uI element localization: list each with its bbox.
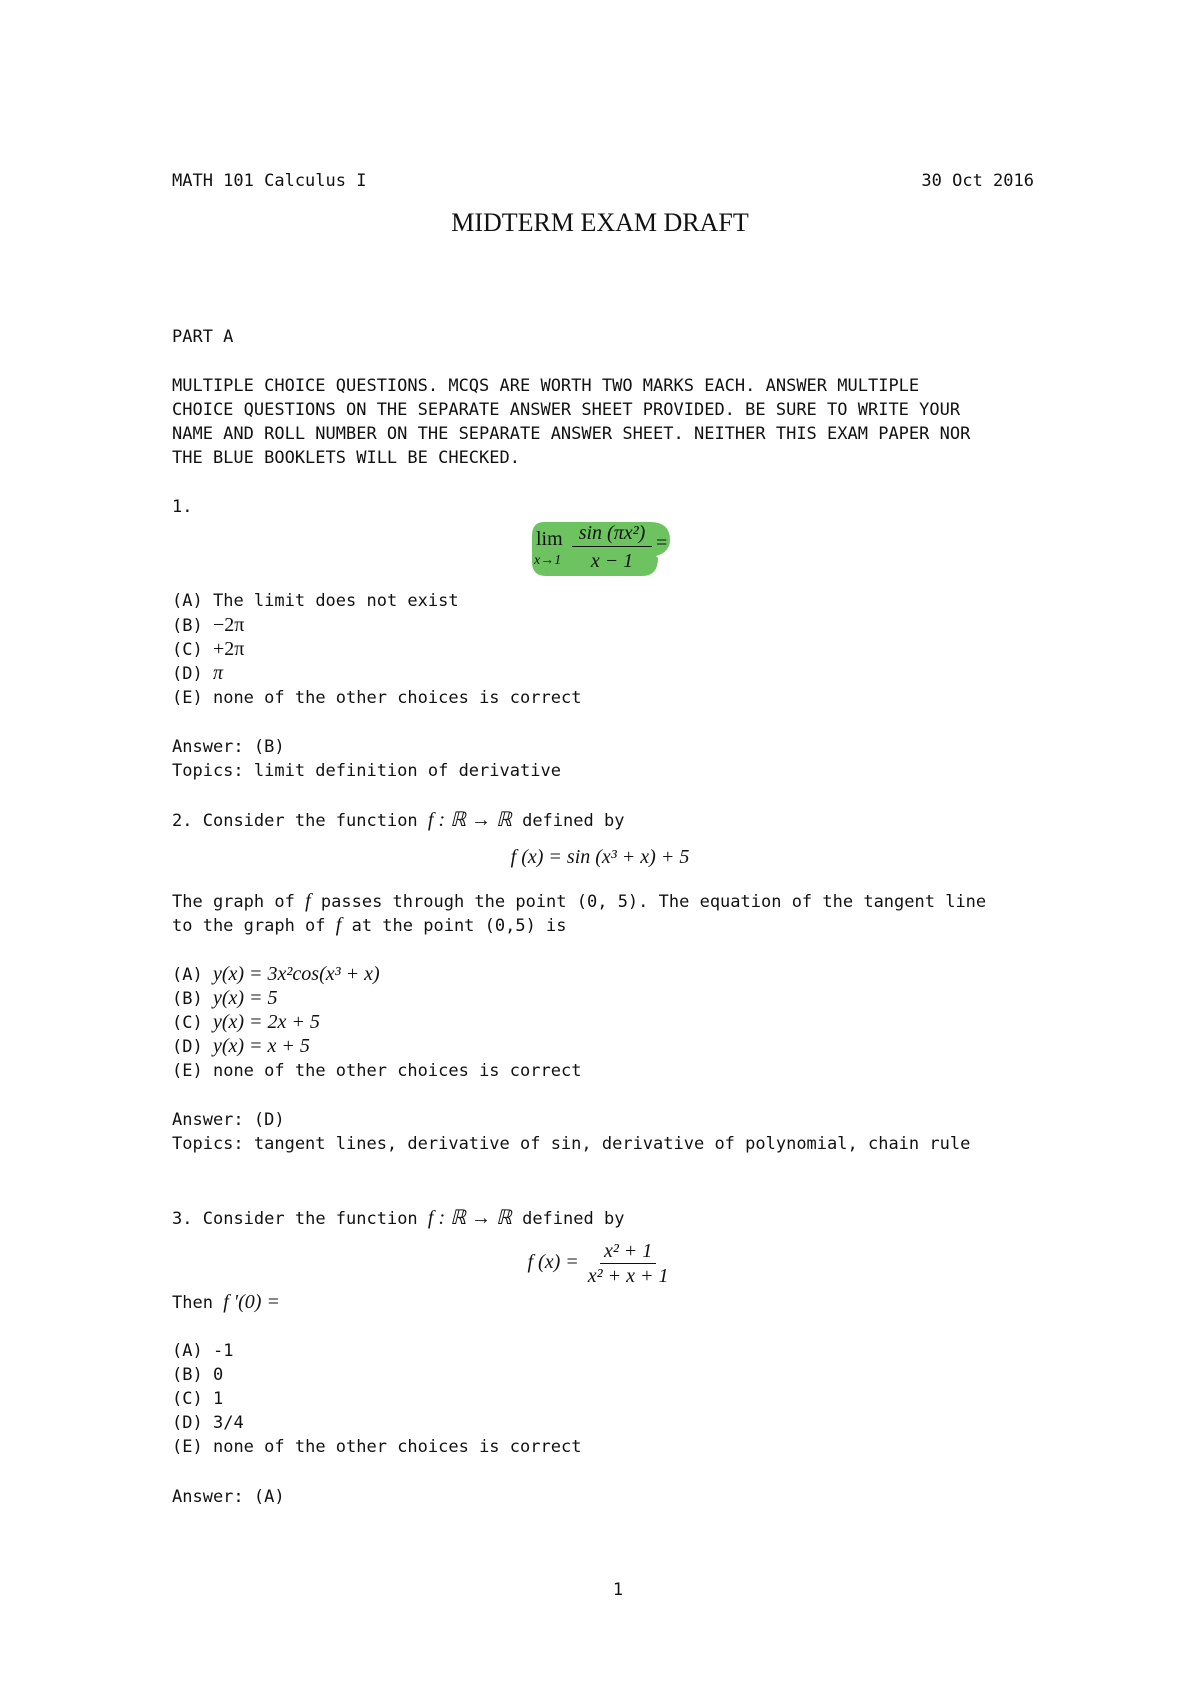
intro-math: f : ℝ → ℝ bbox=[427, 809, 512, 831]
choice-a bbox=[172, 964, 380, 985]
choice-label: (D) bbox=[172, 664, 203, 684]
q1-denominator: x − 1 bbox=[590, 550, 634, 572]
fraction bbox=[584, 1240, 673, 1287]
choice-d bbox=[172, 1036, 310, 1057]
course-name: MATH 101 Calculus I bbox=[172, 171, 367, 191]
intro-text: defined by bbox=[522, 1209, 625, 1229]
choice-label: (B) bbox=[172, 989, 203, 1009]
choice-b bbox=[172, 1365, 223, 1385]
q2-text-line bbox=[172, 915, 567, 936]
choice-b bbox=[172, 988, 278, 1009]
function-lhs: f (x) = bbox=[527, 1251, 579, 1274]
choice-text: y(x) = 5 bbox=[212, 987, 278, 1009]
question-number: 3. bbox=[172, 1209, 193, 1229]
exam-date: 30 Oct 2016 bbox=[921, 171, 1034, 191]
q1-answer: Answer: (B) bbox=[172, 737, 285, 757]
question-2-intro bbox=[172, 810, 624, 831]
q3-answer: Answer: (A) bbox=[172, 1487, 285, 1507]
choice-text: y(x) = 3x²cos(x³ + x) bbox=[212, 963, 380, 985]
q3-function bbox=[0, 1240, 1200, 1287]
text: passes through the point (0, 5). The equation of the tangent line bbox=[320, 892, 987, 912]
derivative-expression: f ′(0) = bbox=[223, 1291, 280, 1313]
text: The graph of bbox=[172, 892, 295, 912]
choice-text: The limit does not exist bbox=[212, 591, 459, 611]
q1-topics: Topics: limit definition of derivative bbox=[172, 761, 561, 781]
instruction-line: THE BLUE BOOKLETS WILL BE CHECKED. bbox=[172, 448, 520, 468]
choice-label: (B) bbox=[172, 1365, 203, 1385]
q2-text-line bbox=[172, 891, 986, 912]
limit-subscript: x→1 bbox=[534, 553, 562, 568]
intro-math: f : ℝ → ℝ bbox=[427, 1207, 512, 1229]
page-title: MIDTERM EXAM DRAFT bbox=[451, 208, 749, 237]
q3-numerator: x² + 1 bbox=[600, 1240, 656, 1264]
q2-function: f (x) = sin (x³ + x) + 5 bbox=[510, 846, 690, 868]
instruction-line: NAME AND ROLL NUMBER ON THE SEPARATE ANSWER SHEET. NEITHER THIS EXAM PAPER NOR bbox=[172, 424, 971, 444]
choice-label: (C) bbox=[172, 1389, 203, 1409]
choice-a bbox=[172, 1341, 233, 1361]
choice-text: -1 bbox=[212, 1341, 234, 1361]
choice-text: 0 bbox=[212, 1365, 224, 1385]
choice-text: 3/4 bbox=[212, 1413, 244, 1433]
text: Then bbox=[172, 1293, 213, 1313]
q3-denominator: x² + x + 1 bbox=[587, 1265, 669, 1287]
choice-label: (A) bbox=[172, 591, 203, 611]
question-3-intro bbox=[172, 1208, 624, 1229]
q2-answer: Answer: (D) bbox=[172, 1110, 285, 1130]
choice-text: y(x) = x + 5 bbox=[212, 1035, 310, 1057]
q2-topics: Topics: tangent lines, derivative of sin, derivative of polynomial, chain rule bbox=[172, 1134, 971, 1154]
choice-label: (A) bbox=[172, 965, 203, 985]
choice-b bbox=[172, 615, 244, 636]
choice-c bbox=[172, 639, 244, 660]
limit-operator: lim bbox=[536, 528, 563, 550]
choice-label: (A) bbox=[172, 1341, 203, 1361]
choice-label: (B) bbox=[172, 616, 203, 636]
intro-text: defined by bbox=[522, 811, 625, 831]
choice-e bbox=[172, 688, 581, 708]
q3-then-line bbox=[172, 1292, 280, 1313]
choice-label: (C) bbox=[172, 1013, 203, 1033]
question-1-number: 1. bbox=[172, 497, 193, 517]
choice-d bbox=[172, 1413, 244, 1433]
choice-a bbox=[172, 591, 459, 611]
choice-e bbox=[172, 1437, 581, 1457]
q1-numerator: sin (πx²) bbox=[572, 520, 652, 547]
instruction-line: MULTIPLE CHOICE QUESTIONS. MCQS ARE WORTH TWO MARKS EACH. ANSWER MULTIPLE bbox=[172, 376, 920, 396]
choice-text: −2π bbox=[212, 614, 245, 636]
choice-c bbox=[172, 1389, 223, 1409]
choice-text: π bbox=[212, 662, 223, 684]
page-number: 1 bbox=[612, 1580, 624, 1600]
choice-text: y(x) = 2x + 5 bbox=[212, 1011, 320, 1033]
choice-label: (C) bbox=[172, 640, 203, 660]
choice-label: (E) bbox=[172, 688, 203, 708]
choice-label: (D) bbox=[172, 1037, 203, 1057]
question-number: 2. bbox=[172, 811, 193, 831]
choice-text: 1 bbox=[212, 1389, 224, 1409]
text: at the point (0,5) is bbox=[351, 916, 567, 936]
choice-text: none of the other choices is correct bbox=[212, 1437, 582, 1457]
text: to the graph of bbox=[172, 916, 326, 936]
choice-e bbox=[172, 1061, 581, 1081]
part-heading: PART A bbox=[172, 327, 234, 347]
choice-text: none of the other choices is correct bbox=[212, 1061, 582, 1081]
intro-text: Consider the function bbox=[202, 1209, 418, 1229]
choice-label: (D) bbox=[172, 1413, 203, 1433]
math-f: f bbox=[305, 890, 311, 912]
math-f: f bbox=[335, 914, 342, 936]
choice-label: (E) bbox=[172, 1061, 203, 1081]
equals-sign: = bbox=[656, 532, 668, 554]
choice-text: +2π bbox=[212, 638, 245, 660]
instruction-line: CHOICE QUESTIONS ON THE SEPARATE ANSWER SHEET PROVIDED. BE SURE TO WRITE YOUR bbox=[172, 400, 961, 420]
choice-label: (E) bbox=[172, 1437, 203, 1457]
choice-d bbox=[172, 663, 223, 684]
choice-text: none of the other choices is correct bbox=[212, 688, 582, 708]
choice-c bbox=[172, 1012, 320, 1033]
intro-text: Consider the function bbox=[202, 811, 418, 831]
